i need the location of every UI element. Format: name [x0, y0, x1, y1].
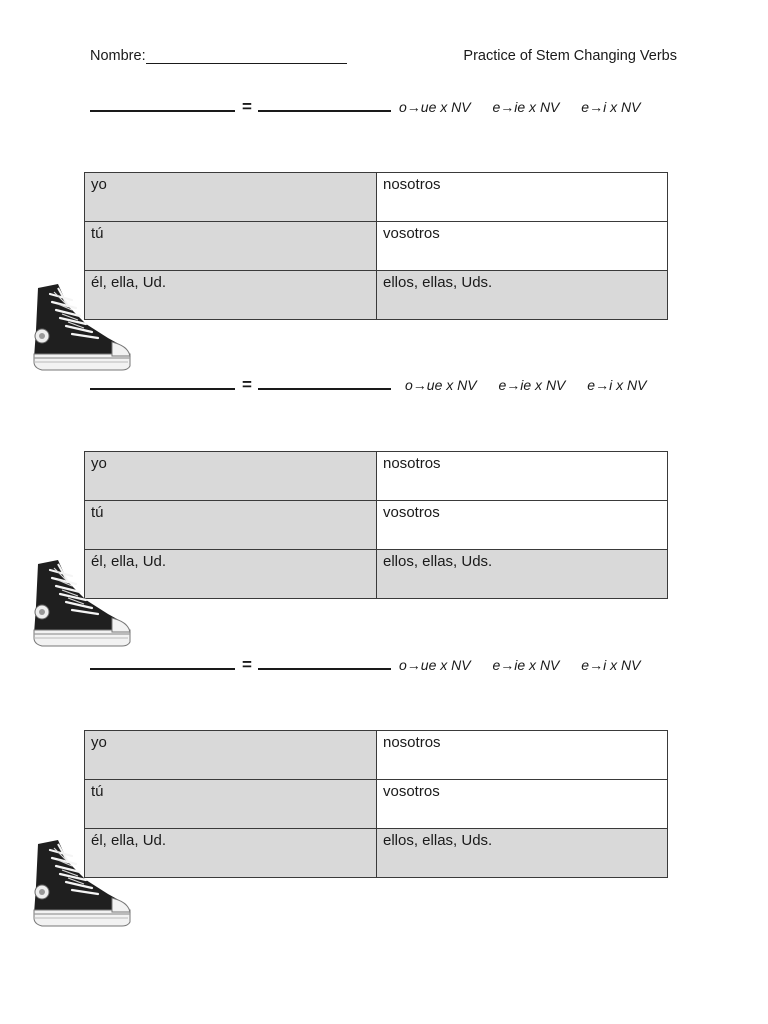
table-row: [85, 501, 668, 550]
meaning-blank[interactable]: [258, 388, 391, 390]
cell-yo[interactable]: yo: [85, 173, 377, 222]
page-title: Practice of Stem Changing Verbs: [463, 48, 677, 64]
cell-yo[interactable]: yo: [85, 452, 377, 501]
cell-el-ella-ud[interactable]: él, ella, Ud.: [85, 271, 377, 320]
rule-o-ue: o→ue x NV: [399, 99, 471, 115]
table-row: [85, 550, 668, 599]
rule-e-ie: e→ie x NV: [492, 99, 560, 115]
table-row: [85, 829, 668, 878]
cell-vosotros[interactable]: vosotros: [377, 222, 668, 271]
rule-o-ue: o→ue x NV: [405, 377, 477, 393]
equals-sign: =: [242, 375, 252, 394]
rule-o-ue: o→ue x NV: [399, 657, 471, 673]
cell-el-ella-ud[interactable]: él, ella, Ud.: [85, 829, 377, 878]
stem-change-rules: [405, 377, 646, 393]
cell-ellos-ellas-uds[interactable]: ellos, ellas, Uds.: [377, 271, 668, 320]
infinitive-blank[interactable]: [90, 110, 235, 112]
table-row: [85, 173, 668, 222]
rule-e-ie: e→ie x NV: [492, 657, 560, 673]
cell-vosotros[interactable]: vosotros: [377, 501, 668, 550]
verb-line: [90, 376, 690, 400]
infinitive-blank[interactable]: [90, 668, 235, 670]
conjugation-table: [84, 172, 668, 320]
cell-ellos-ellas-uds[interactable]: ellos, ellas, Uds.: [377, 829, 668, 878]
name-label: Nombre:: [90, 48, 146, 64]
equals-sign: =: [242, 97, 252, 116]
cell-tu[interactable]: tú: [85, 501, 377, 550]
cell-nosotros[interactable]: nosotros: [377, 731, 668, 780]
verb-line: [90, 98, 690, 122]
infinitive-blank[interactable]: [90, 388, 235, 390]
conjugation-table: [84, 451, 668, 599]
table-row: [85, 780, 668, 829]
meaning-blank[interactable]: [258, 668, 391, 670]
cell-tu[interactable]: tú: [85, 222, 377, 271]
table-row: [85, 452, 668, 501]
cell-ellos-ellas-uds[interactable]: ellos, ellas, Uds.: [377, 550, 668, 599]
cell-nosotros[interactable]: nosotros: [377, 452, 668, 501]
verb-line: [90, 656, 690, 680]
meaning-blank[interactable]: [258, 110, 391, 112]
cell-tu[interactable]: tú: [85, 780, 377, 829]
rule-e-i: e→i x NV: [581, 99, 641, 115]
cell-yo[interactable]: yo: [85, 731, 377, 780]
sneaker-icon: [28, 556, 134, 648]
table-row: [85, 731, 668, 780]
equals-sign: =: [242, 655, 252, 674]
stem-change-rules: [399, 657, 640, 673]
name-field: [90, 48, 347, 64]
table-row: [85, 271, 668, 320]
conjugation-table: [84, 730, 668, 878]
rule-e-ie: e→ie x NV: [498, 377, 566, 393]
name-blank[interactable]: [146, 48, 347, 64]
cell-el-ella-ud[interactable]: él, ella, Ud.: [85, 550, 377, 599]
cell-vosotros[interactable]: vosotros: [377, 780, 668, 829]
rule-e-i: e→i x NV: [587, 377, 647, 393]
table-row: [85, 222, 668, 271]
rule-e-i: e→i x NV: [581, 657, 641, 673]
sneaker-icon: [28, 280, 134, 372]
stem-change-rules: [399, 99, 640, 115]
cell-nosotros[interactable]: nosotros: [377, 173, 668, 222]
sneaker-icon: [28, 836, 134, 928]
